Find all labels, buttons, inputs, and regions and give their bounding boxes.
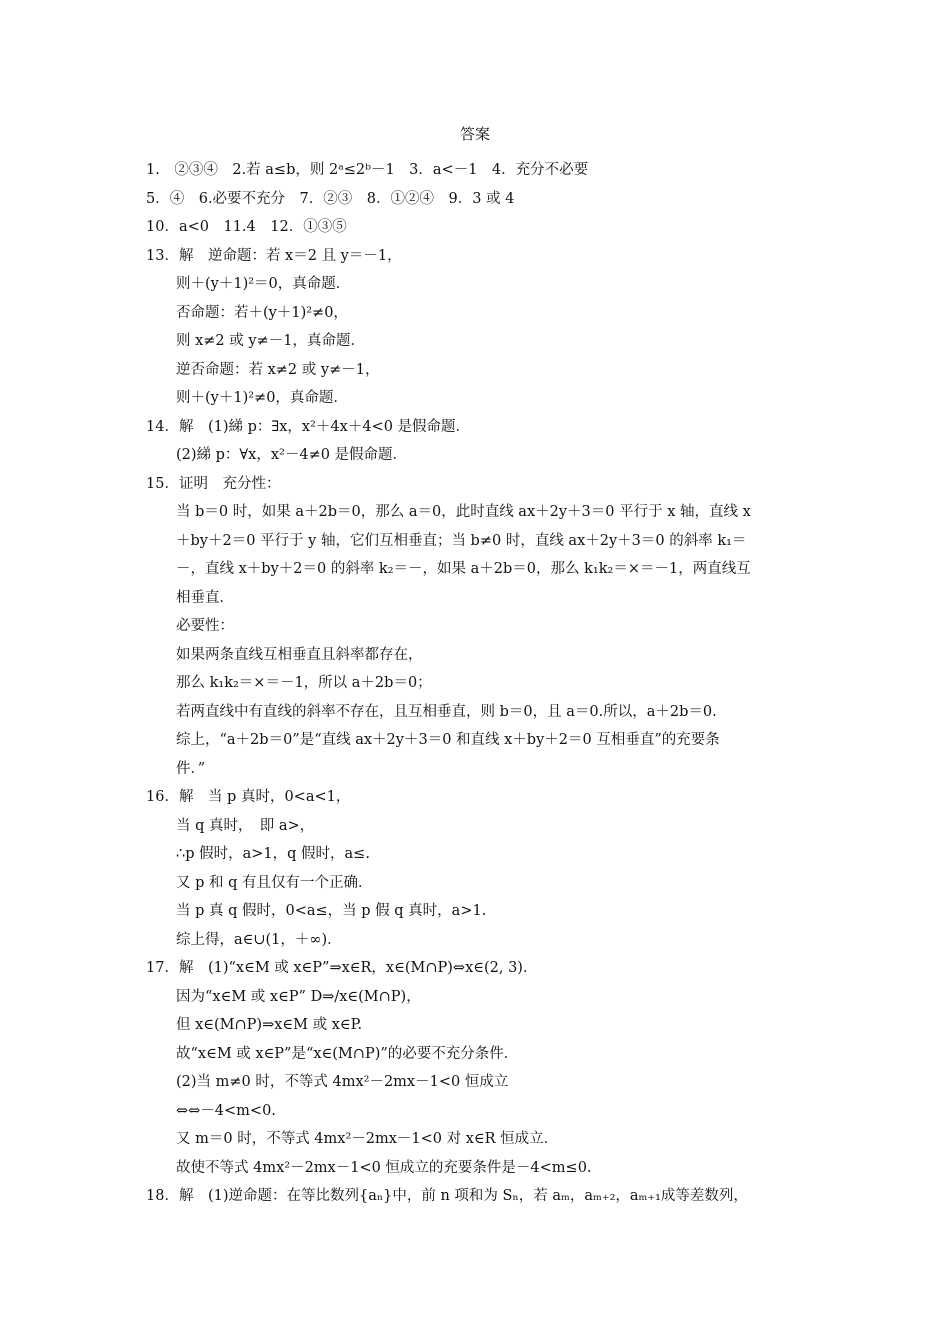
text-line: 13．解 逆命题：若 x＝2 且 y＝－1， (146, 247, 402, 264)
text-line: 18．解 (1)逆命题：在等比数列{aₙ}中，前 n 项和为 Sₙ，若 aₘ，aₘ₊₂，aₘ₊₁成等差数列， (146, 1188, 748, 1204)
text-line: 则＋(y＋1)²≠0，真命题． (176, 390, 348, 406)
text-line: ⇔⇔－4<m<0. (176, 1102, 276, 1119)
text-line: 必要性： (176, 618, 234, 634)
text-line: 故“x∈M 或 x∈P”是“x∈(M∩P)”的必要不充分条件． (176, 1045, 519, 1062)
text-line: 1. ②③④ 2.若 a≤b，则 2ᵃ≤2ᵇ－1 3．a<－1 4．充分不必要 (146, 162, 589, 178)
text-line: 那么 k₁k₂＝×＝－1，所以 a＋2b＝0； (176, 675, 432, 691)
text-line: 则 x≠2 或 y≠－1，真命题． (176, 333, 365, 349)
text-line: 相垂直． (176, 589, 234, 606)
text-line: 当 q 真时， 即 a>， (176, 817, 315, 834)
text-line: 15．证明 充分性： (146, 475, 281, 492)
text-line: 16．解 当 p 真时，0<a<1， (146, 789, 351, 805)
text-line: 14．解 (1)綈 p：∃x，x²＋4x＋4<0 是假命题． (146, 418, 471, 435)
text-line: 又 m＝0 时，不等式 4mx²－2mx－1<0 对 x∈R 恒成立． (176, 1131, 559, 1147)
text-line: 当 p 真 q 假时，0<a≤，当 p 假 q 真时，a>1. (176, 903, 487, 919)
text-line: 因为“x∈M 或 x∈P” D⇒/x∈(M∩P)， (176, 988, 421, 1005)
text-line: 若两直线中有直线的斜率不存在，且互相垂直，则 b＝0，且 a＝0.所以，a＋2b＝0. (176, 703, 717, 720)
answer-list (146, 156, 810, 1211)
text-line: 当 b＝0 时，如果 a＋2b＝0，那么 a＝0，此时直线 ax＋2y＋3＝0 平行于 x 轴，直线 x (176, 504, 751, 520)
text-line: 逆否命题：若 x≠2 或 y≠－1， (176, 361, 380, 378)
text-line: 17．解 (1)“x∈M 或 x∈P”⇒x∈R，x∈(M∩P)⇔x∈(2, 3)． (146, 960, 538, 976)
text-line: 综上得，a∈∪(1，＋∞)． (176, 931, 342, 948)
text-line: 又 p 和 q 有且仅有一个正确． (176, 874, 373, 891)
text-line: 综上，“a＋2b＝0”是“直线 ax＋2y＋3＝0 和直线 x＋by＋2＝0 互相垂直”的充要条 (176, 732, 720, 748)
text-line: 故使不等式 4mx²－2mx－1<0 恒成立的充要条件是－4<m≤0. (176, 1159, 592, 1176)
text-line: 但 x∈(M∩P)⇒x∈M 或 x∈P. (176, 1017, 363, 1033)
text-line: ∴p 假时，a>1，q 假时，a≤. (176, 846, 370, 862)
page-title: 答案 (459, 125, 490, 143)
text-line: 5．④ 6.必要不充分 7．②③ 8．①②④ 9．3 或 4 (146, 190, 515, 207)
text-line: 则＋(y＋1)²＝0，真命题． (176, 276, 351, 292)
text-line: 10．a<0 11.4 12．①③⑤ (146, 219, 347, 235)
text-line: ＋by＋2＝0 平行于 y 轴，它们互相垂直；当 b≠0 时，直线 ax＋2y＋3＝0 的斜率 k₁＝ (176, 532, 747, 549)
text-line: 如果两条直线互相垂直且斜率都存在， (176, 646, 423, 663)
text-line: (2)当 m≠0 时，不等式 4mx²－2mx－1<0 恒成立 (176, 1074, 509, 1090)
text-line: 件．” (176, 760, 206, 777)
text-line: 否命题：若＋(y＋1)²≠0， (176, 304, 348, 321)
text-line: －，直线 x＋by＋2＝0 的斜率 k₂＝－，如果 a＋2b＝0，那么 k₁k₂＝×＝－1，两直线互 (176, 561, 751, 577)
text-line: (2)綈 p：∀x，x²－4≠0 是假命题． (176, 447, 408, 463)
